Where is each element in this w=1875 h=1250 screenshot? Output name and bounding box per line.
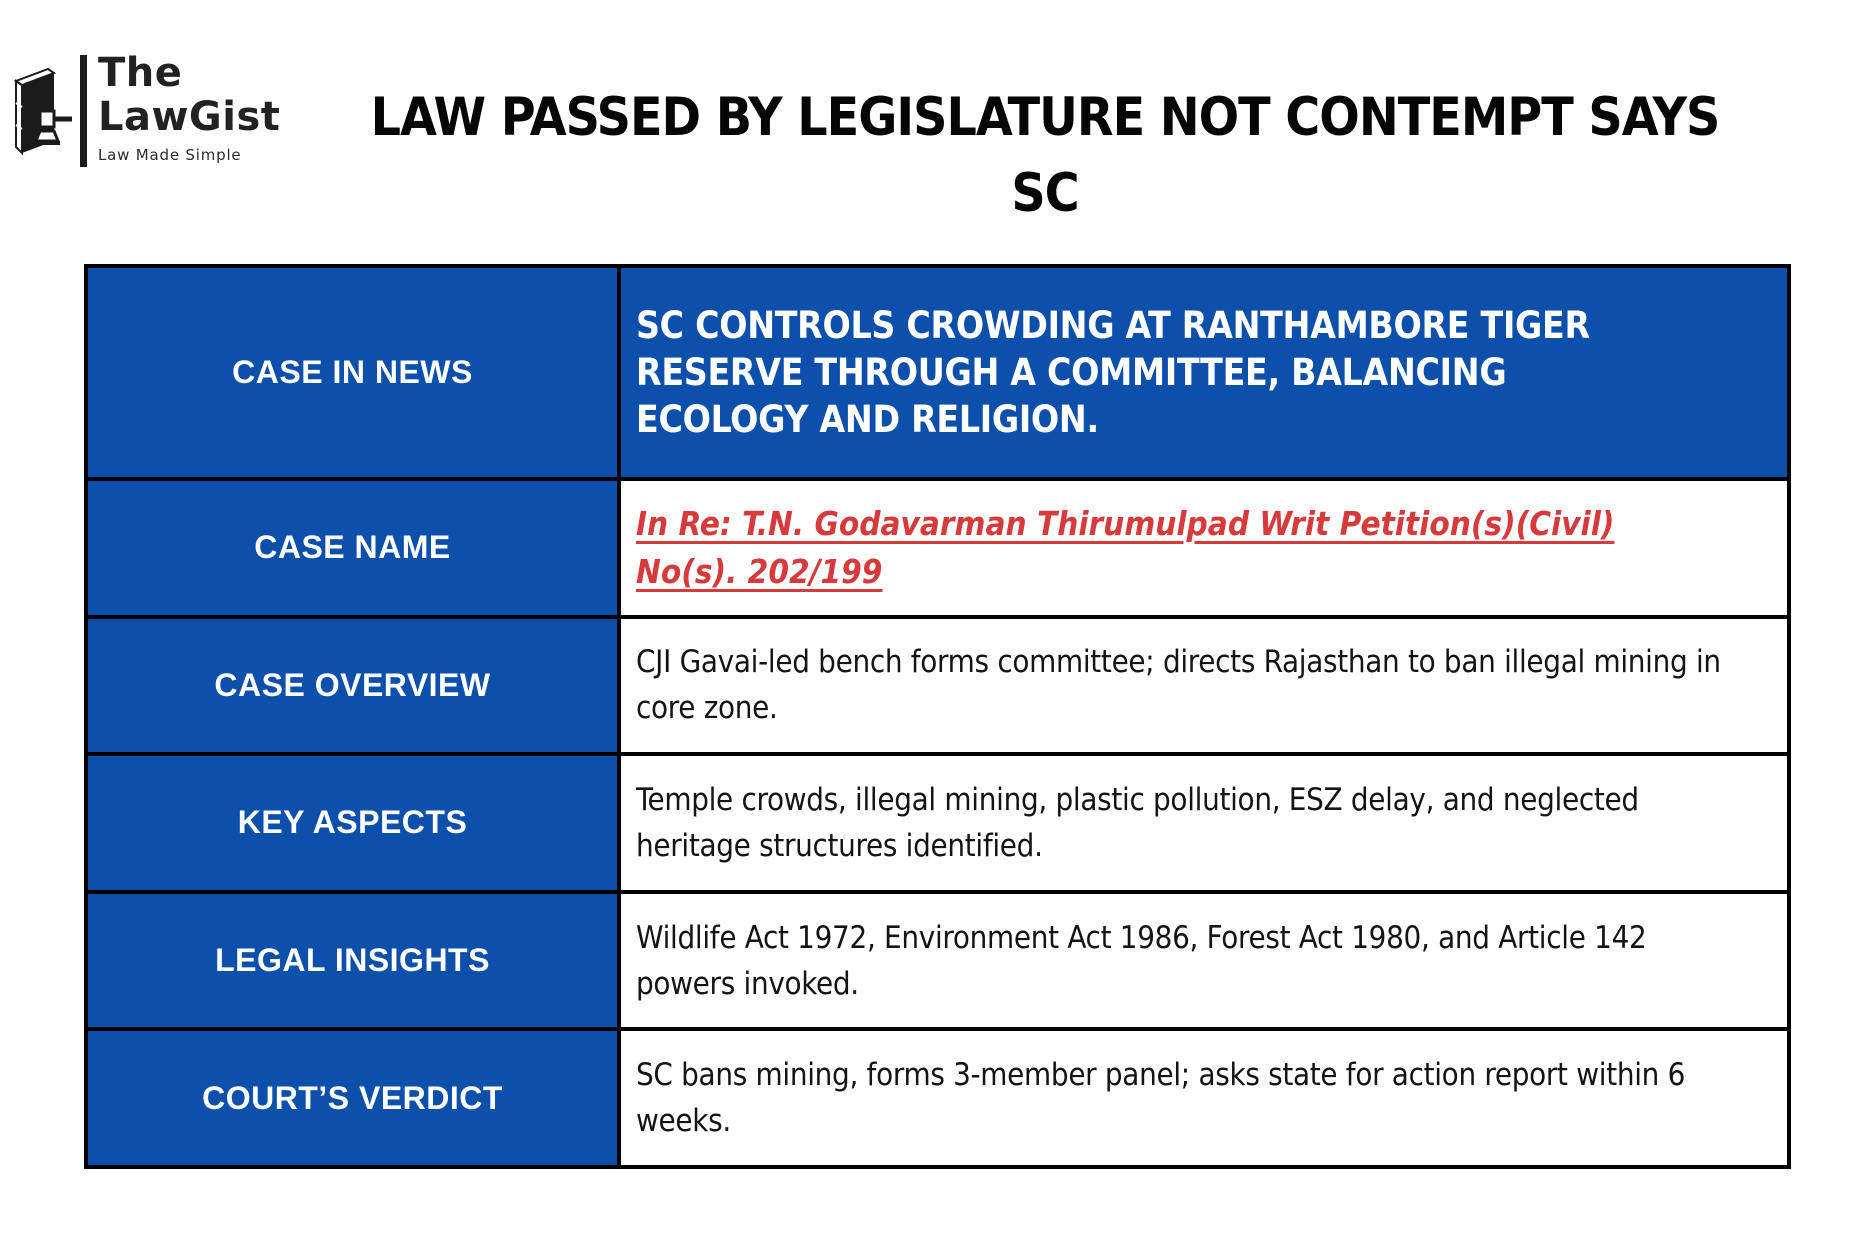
lawgist-logo xyxy=(8,45,308,180)
row-value-text: CJI Gavai-led bench forms committee; directs Rajasthan to ban illegal mining in core zone. xyxy=(636,644,1721,727)
row-label-courts-verdict xyxy=(88,1031,617,1165)
row-label-text: CASE OVERVIEW xyxy=(214,666,491,703)
case-citation-text: In Re: T.N. Godavarman Thirumulpad Writ Petition(s)(Civil) No(s). 202/199 xyxy=(636,503,1615,591)
row-value-case-in-news xyxy=(621,268,1787,477)
page-title xyxy=(270,80,1820,232)
row-label-text: LEGAL INSIGHTS xyxy=(215,942,490,979)
logo-wordmark xyxy=(98,51,280,164)
row-value-text: SC CONTROLS CROWDING AT RANTHAMBORE TIGER RESERVE THROUGH A COMMITTEE, BALANCING ECOLOGY AND RELIGION. xyxy=(636,304,1590,441)
row-label-text: CASE IN NEWS xyxy=(232,354,473,390)
logo-tagline: Law Made Simple xyxy=(98,146,242,164)
row-value-text: Temple crowds, illegal mining, plastic pollution, ESZ delay, and neglected heritage structures identified. xyxy=(636,781,1639,864)
row-label-case-name xyxy=(88,481,617,615)
row-label-key-aspects xyxy=(88,756,617,890)
logo-brand-line1: The xyxy=(98,50,183,96)
page-title-line1: LAW PASSED BY LEGISLATURE NOT CONTEMPT SAYS xyxy=(370,87,1720,148)
page-title-line2: SC xyxy=(1011,163,1079,224)
row-label-case-overview xyxy=(88,619,617,753)
logo-brand-line2: LawGist xyxy=(98,94,281,140)
logo-divider-bar xyxy=(80,55,87,167)
row-label-text: COURT’S VERDICT xyxy=(202,1079,503,1116)
row-label-text: CASE NAME xyxy=(254,529,451,566)
row-value-key-aspects xyxy=(621,756,1787,890)
book-and-gavel-icon xyxy=(10,63,72,159)
row-label-legal-insights xyxy=(88,894,617,1028)
row-value-text: Wildlife Act 1972, Environment Act 1986, Forest Act 1980, and Article 142 powers invoked. xyxy=(636,919,1647,1002)
row-value-legal-insights xyxy=(621,894,1787,1028)
row-value-case-name xyxy=(621,481,1787,615)
case-summary-table xyxy=(84,264,1791,1169)
row-label-case-in-news xyxy=(88,268,617,477)
row-label-text: KEY ASPECTS xyxy=(237,804,468,841)
row-value-text: SC bans mining, forms 3-member panel; asks state for action report within 6 weeks. xyxy=(636,1057,1686,1140)
row-value-case-overview xyxy=(621,619,1787,753)
row-value-courts-verdict xyxy=(621,1031,1787,1165)
